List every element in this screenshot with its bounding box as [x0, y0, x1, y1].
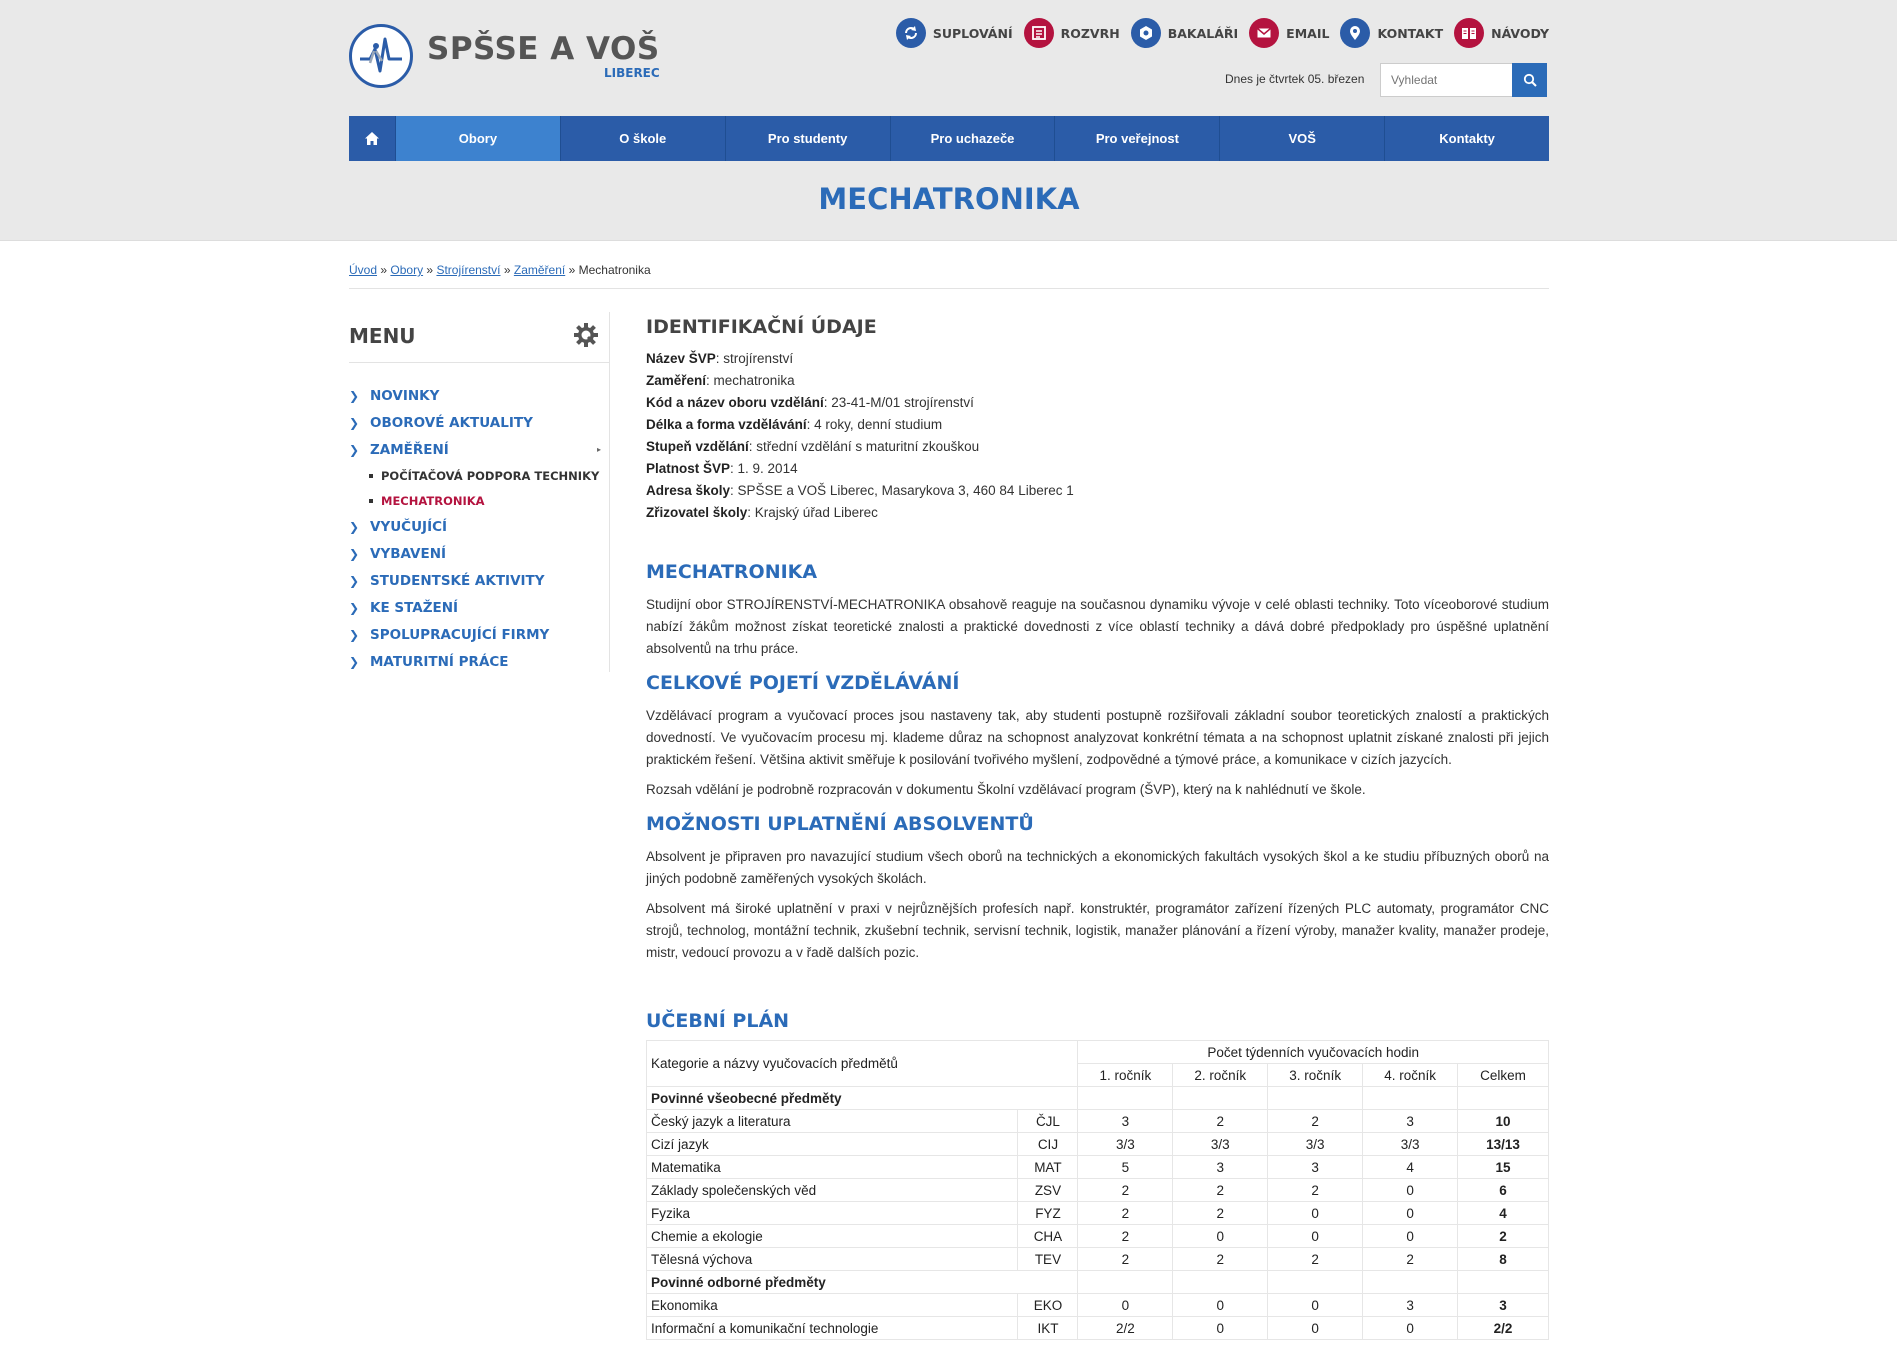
- info-row: [646, 370, 1549, 392]
- table-cell-empty: [1268, 1271, 1363, 1294]
- info-key: Délka a forma vzdělávání: [646, 417, 807, 432]
- chevron-right-icon: ❯: [349, 442, 360, 457]
- subject-hours: 5: [1078, 1156, 1173, 1179]
- quick-link-rozvrh[interactable]: [1024, 18, 1120, 48]
- sidebar-item-spolupracujici-firmy[interactable]: [349, 621, 609, 648]
- search-icon: [1523, 73, 1537, 87]
- quick-link-suplovani[interactable]: [896, 18, 1013, 48]
- sidebar-item-label: MATURITNÍ PRÁCE: [370, 653, 509, 670]
- table-header-year: 2. ročník: [1173, 1064, 1268, 1087]
- info-value: : 1. 9. 2014: [730, 461, 798, 476]
- subject-name: Český jazyk a literatura: [647, 1110, 1018, 1133]
- subject-hours: 0: [1363, 1202, 1458, 1225]
- subject-hours: 2: [1173, 1179, 1268, 1202]
- schedule-icon: [1024, 18, 1054, 48]
- info-row: [646, 502, 1549, 524]
- subject-hours: 2: [1078, 1202, 1173, 1225]
- subject-name: Chemie a ekologie: [647, 1225, 1018, 1248]
- hexagon-icon: [1131, 18, 1161, 48]
- subject-name: Informační a komunikační technologie: [647, 1317, 1018, 1340]
- subject-abbr: TEV: [1018, 1248, 1078, 1271]
- subject-abbr: ZSV: [1018, 1179, 1078, 1202]
- menu-title: MENU: [349, 324, 416, 348]
- table-body: [647, 1087, 1549, 1340]
- nav-item-pro-verejnost[interactable]: Pro veřejnost: [1055, 116, 1220, 161]
- info-key: Zřizovatel školy: [646, 505, 748, 520]
- chevron-right-icon: ❯: [349, 388, 360, 403]
- breadcrumb: [349, 263, 651, 277]
- sidebar-item-label: OBOROVÉ AKTUALITY: [370, 414, 533, 431]
- school-logo[interactable]: [349, 24, 660, 88]
- subject-hours: 0: [1363, 1179, 1458, 1202]
- breadcrumb-separator: »: [426, 263, 434, 277]
- table-row: [647, 1248, 1549, 1271]
- sidebar-item-label: VYUČUJÍCÍ: [370, 518, 448, 535]
- table-cell-empty: [1458, 1271, 1549, 1294]
- page-title: MECHATRONIKA: [818, 182, 1080, 216]
- table-row: [647, 1225, 1549, 1248]
- sidebar-item-vybaveni[interactable]: [349, 540, 609, 567]
- breadcrumb-separator: »: [568, 263, 576, 277]
- table-cell-empty: [1458, 1087, 1549, 1110]
- subject-hours: 0: [1078, 1294, 1173, 1317]
- breadcrumb-link-strojirenstvi[interactable]: Strojírenství: [436, 263, 501, 277]
- logo-emblem-icon: [349, 24, 413, 88]
- subject-hours: 3/3: [1363, 1133, 1458, 1156]
- subject-total: 13/13: [1458, 1133, 1549, 1156]
- breadcrumb-link-zamereni[interactable]: Zaměření: [513, 263, 566, 277]
- table-row: [647, 1294, 1549, 1317]
- table-cell-empty: [1078, 1271, 1173, 1294]
- chevron-right-icon: ❯: [349, 573, 360, 588]
- sidebar-item-oborove-aktuality[interactable]: [349, 409, 609, 436]
- info-value: : strojírenství: [715, 351, 794, 366]
- subject-hours: 0: [1173, 1225, 1268, 1248]
- subject-hours: 3: [1268, 1156, 1363, 1179]
- info-key: Zaměření: [646, 373, 707, 388]
- breadcrumb-separator: »: [380, 263, 388, 277]
- subject-total: 2/2: [1458, 1317, 1549, 1340]
- table-row: [647, 1202, 1549, 1225]
- identification-list: [646, 348, 1549, 524]
- bullet-icon: [369, 499, 373, 503]
- subject-hours: 2: [1078, 1179, 1173, 1202]
- sidebar: [349, 312, 610, 672]
- quick-link-email[interactable]: [1249, 18, 1329, 48]
- subject-total: 10: [1458, 1110, 1549, 1133]
- nav-item-vos[interactable]: VOŠ: [1220, 116, 1385, 161]
- sidebar-subitem-mechatronika[interactable]: [349, 488, 609, 513]
- home-icon: [364, 131, 380, 146]
- subject-hours: 0: [1268, 1317, 1363, 1340]
- header-band: [0, 0, 1897, 241]
- chevron-right-icon: ❯: [349, 415, 360, 430]
- breadcrumb-link-uvod[interactable]: Úvod: [349, 263, 378, 277]
- subject-hours: 2: [1268, 1248, 1363, 1271]
- table-cell-empty: [1363, 1271, 1458, 1294]
- mail-icon: [1249, 18, 1279, 48]
- table-header-category: Kategorie a názvy vyučovacích předmětů: [647, 1041, 1078, 1087]
- subject-name: Cizí jazyk: [647, 1133, 1018, 1156]
- subject-name: Tělesná výchova: [647, 1248, 1018, 1271]
- menu-divider: [349, 362, 609, 363]
- info-row: [646, 348, 1549, 370]
- chevron-right-icon: ❯: [349, 519, 360, 534]
- chevron-right-icon: ❯: [349, 600, 360, 615]
- subject-hours: 0: [1268, 1202, 1363, 1225]
- table-group-label: Povinné všeobecné předměty: [647, 1087, 1078, 1110]
- table-cell-empty: [1078, 1087, 1173, 1110]
- info-key: Platnost ŠVP: [646, 461, 731, 476]
- search-button[interactable]: [1512, 63, 1547, 97]
- quick-link-label: SUPLOVÁNÍ: [932, 25, 1013, 41]
- sidebar-item-label: VYBAVENÍ: [370, 545, 447, 562]
- subject-total: 4: [1458, 1202, 1549, 1225]
- sidebar-item-maturitni-prace[interactable]: [349, 648, 609, 675]
- subject-total: 8: [1458, 1248, 1549, 1271]
- info-key: Kód a název oboru vzdělání: [646, 395, 824, 410]
- table-row: [647, 1179, 1549, 1202]
- book-icon: [1454, 18, 1484, 48]
- search-box: [1380, 63, 1547, 97]
- breadcrumb-separator: »: [503, 263, 511, 277]
- identification-heading: IDENTIFIKAČNÍ ÚDAJE: [646, 316, 877, 338]
- sidebar-item-label: STUDENTSKÉ AKTIVITY: [370, 572, 545, 589]
- subject-name: Fyzika: [647, 1202, 1018, 1225]
- chevron-right-icon: ❯: [349, 654, 360, 669]
- curriculum-table: [646, 1040, 1549, 1340]
- submenu-arrow-icon: ▸: [596, 445, 601, 454]
- subject-abbr: FYZ: [1018, 1202, 1078, 1225]
- table-header-year: 4. ročník: [1363, 1064, 1458, 1087]
- subject-hours: 4: [1363, 1156, 1458, 1179]
- section-paragraph: Absolvent má široké uplatnění v praxi v nejrůznějších profesích např. konstruktér, programátor zařízení řízených PLC automaty, programátor CNC strojů, technolog, montážní technik, zkušební technik, servisní technik, logistik, manažer plánování a řízení výroby, manažer kvality, manažer prodeje, mistr, vedoucí provozu a v řadě dalších pozic.: [646, 901, 1549, 960]
- table-cell-empty: [1173, 1087, 1268, 1110]
- subject-abbr: MAT: [1018, 1156, 1078, 1179]
- subject-hours: 2: [1173, 1202, 1268, 1225]
- subject-name: Základy společenských věd: [647, 1179, 1018, 1202]
- bullet-icon: [369, 474, 373, 478]
- info-value: : mechatronika: [706, 373, 795, 388]
- home-button[interactable]: [349, 116, 396, 161]
- subject-hours: 3: [1363, 1294, 1458, 1317]
- sidebar-subitem-pocitacova-podpora[interactable]: [349, 463, 609, 488]
- logo-subtitle: LIBEREC: [603, 65, 660, 80]
- subject-hours: 2: [1078, 1225, 1173, 1248]
- sidebar-item-novinky[interactable]: [349, 382, 609, 409]
- table-row: [647, 1156, 1549, 1179]
- subject-hours: 3/3: [1268, 1133, 1363, 1156]
- info-value: : SPŠSE a VOŠ Liberec, Masarykova 3, 460 84 Liberec 1: [730, 483, 1074, 498]
- logo-title: SPŠSE A VOŠ: [427, 30, 660, 67]
- info-row: [646, 458, 1549, 480]
- section-paragraph: Absolvent je připraven pro navazující studium všech oborů na technických a ekonomických fakultách vysokých škol a ke studiu příbuzných oborů na jiných podobně zaměřených vysokých školách.: [646, 849, 1549, 886]
- subject-hours: 2/2: [1078, 1317, 1173, 1340]
- subject-hours: 3: [1173, 1156, 1268, 1179]
- table-cell-empty: [1268, 1087, 1363, 1110]
- subject-hours: 0: [1173, 1294, 1268, 1317]
- sidebar-item-label: SPOLUPRACUJÍCÍ FIRMY: [370, 626, 550, 643]
- table-header-hours: Počet týdenních vyučovacích hodin: [1078, 1041, 1549, 1064]
- quick-link-label: ROZVRH: [1060, 25, 1120, 41]
- quick-link-label: EMAIL: [1286, 25, 1330, 41]
- table-row: [647, 1317, 1549, 1340]
- table-group-row: [647, 1271, 1549, 1294]
- info-key: Adresa školy: [646, 483, 731, 498]
- info-key: Název ŠVP: [646, 351, 716, 366]
- subject-abbr: CHA: [1018, 1225, 1078, 1248]
- table-header-year: 3. ročník: [1268, 1064, 1363, 1087]
- breadcrumb-current: Mechatronika: [578, 263, 651, 277]
- sidebar-menu: [349, 382, 609, 675]
- quick-link-kontakt[interactable]: [1340, 18, 1443, 48]
- breadcrumb-divider: [349, 288, 1549, 289]
- info-value: : Krajský úřad Liberec: [747, 505, 878, 520]
- subject-abbr: EKO: [1018, 1294, 1078, 1317]
- table-cell-empty: [1363, 1087, 1458, 1110]
- sidebar-item-zamereni[interactable]: [349, 436, 609, 463]
- subject-hours: 2: [1268, 1179, 1363, 1202]
- gear-icon[interactable]: [573, 322, 599, 353]
- sidebar-item-label: NOVINKY: [370, 387, 440, 404]
- subject-hours: 0: [1268, 1225, 1363, 1248]
- plan-heading: UČEBNÍ PLÁN: [646, 1010, 790, 1032]
- nav-item-pro-uchazece[interactable]: Pro uchazeče: [891, 116, 1056, 161]
- subject-total: 3: [1458, 1294, 1549, 1317]
- nav-item-pro-studenty[interactable]: Pro studenty: [726, 116, 891, 161]
- section-heading: CELKOVÉ POJETÍ VZDĚLÁVÁNÍ: [646, 672, 960, 694]
- table-header-year: 1. ročník: [1078, 1064, 1173, 1087]
- refresh-icon: [896, 18, 926, 48]
- subject-name: Ekonomika: [647, 1294, 1018, 1317]
- quick-links: [896, 18, 1549, 48]
- search-input[interactable]: [1380, 63, 1512, 97]
- sidebar-subitem-label: POČÍTAČOVÁ PODPORA TECHNIKY: [381, 468, 600, 483]
- table-row: [647, 1110, 1549, 1133]
- info-row: [646, 480, 1549, 502]
- section-paragraph: Rozsah vdělání je podrobně rozpracován v dokumentu Školní vzdělávací program (ŠVP), který na k nahlédnutí ve škole.: [646, 782, 1366, 797]
- info-value: : 4 roky, denní studium: [806, 417, 943, 432]
- nav-item-obory[interactable]: Obory: [396, 116, 561, 161]
- subject-hours: 0: [1363, 1317, 1458, 1340]
- main-content: [646, 316, 1549, 1340]
- breadcrumb-link-obory[interactable]: Obory: [390, 263, 424, 277]
- quick-link-label: BAKALÁŘI: [1167, 25, 1239, 41]
- subject-name: Matematika: [647, 1156, 1018, 1179]
- subject-total: 2: [1458, 1225, 1549, 1248]
- subject-hours: 3: [1078, 1110, 1173, 1133]
- info-row: [646, 392, 1549, 414]
- subject-hours: 3: [1363, 1110, 1458, 1133]
- info-row: [646, 414, 1549, 436]
- subject-hours: 2: [1268, 1110, 1363, 1133]
- quick-link-bakalari[interactable]: [1131, 18, 1238, 48]
- info-row: [646, 436, 1549, 458]
- subject-hours: 2: [1173, 1110, 1268, 1133]
- subject-hours: 2: [1173, 1248, 1268, 1271]
- sidebar-item-ke-stazeni[interactable]: [349, 594, 609, 621]
- info-key: Stupeň vzdělání: [646, 439, 749, 454]
- subject-total: 6: [1458, 1179, 1549, 1202]
- subject-total: 15: [1458, 1156, 1549, 1179]
- table-cell-empty: [1173, 1271, 1268, 1294]
- subject-abbr: ČJL: [1018, 1110, 1078, 1133]
- section-paragraph: Vzdělávací program a vyučovací proces jsou nastaveny tak, aby studenti postupně rozšiřovali základní soubor teoretických znalostí a praktických dovedností. Ve vyučovacím procesu mj. klademe důraz na schopnost analyzovat konkrétní témata a na schopnost uplatnit získané znalosti při jejich praktickém řešení. Většina aktivit směřuje k posilování tvořivého myšlení, zodpovědné a týmové práce, a komunikace v cizích jazycích.: [646, 708, 1549, 767]
- quick-link-label: KONTAKT: [1377, 25, 1444, 41]
- section-heading: MECHATRONIKA: [646, 561, 818, 583]
- subject-hours: 3/3: [1078, 1133, 1173, 1156]
- info-value: : 23-41-M/01 strojírenství: [823, 395, 974, 410]
- subject-abbr: IKT: [1018, 1317, 1078, 1340]
- subject-abbr: CIJ: [1018, 1133, 1078, 1156]
- quick-link-navody[interactable]: [1454, 18, 1549, 48]
- location-pin-icon: [1340, 18, 1370, 48]
- subject-hours: 0: [1268, 1294, 1363, 1317]
- subject-hours: 2: [1363, 1248, 1458, 1271]
- table-group-label: Povinné odborné předměty: [647, 1271, 1078, 1294]
- nav-item-o-skole[interactable]: O škole: [561, 116, 726, 161]
- subject-hours: 2: [1078, 1248, 1173, 1271]
- table-group-row: [647, 1087, 1549, 1110]
- subject-hours: 3/3: [1173, 1133, 1268, 1156]
- chevron-right-icon: ❯: [349, 627, 360, 642]
- quick-link-label: NÁVODY: [1491, 25, 1549, 41]
- section-paragraph: Studijní obor STROJÍRENSTVÍ-MECHATRONIKA obsahově reaguje na současnou dynamiku vývoje v celé oblasti techniky. Toto víceoborové studium nabízí žákům možnost získat teoretické znalosti a praktické dovednosti z více oblastí techniky a dává dobré předpoklady pro úspěšné uplatnění absolventů na trhu práce.: [646, 597, 1549, 656]
- table-header-total: Celkem: [1458, 1064, 1549, 1087]
- current-date: Dnes je čtvrtek 05. březen: [1225, 72, 1365, 86]
- subject-hours: 0: [1363, 1225, 1458, 1248]
- sidebar-item-label: ZAMĚŘENÍ: [370, 441, 449, 458]
- sidebar-item-vyucujici[interactable]: [349, 513, 609, 540]
- main-navigation: [349, 116, 1549, 161]
- info-value: : střední vzdělání s maturitní zkouškou: [748, 439, 980, 454]
- sidebar-subitem-label: MECHATRONIKA: [381, 493, 485, 508]
- sidebar-item-label: KE STAŽENÍ: [370, 599, 459, 616]
- table-row: [647, 1133, 1549, 1156]
- nav-item-kontakty[interactable]: Kontakty: [1439, 131, 1495, 146]
- section-heading: MOŽNOSTI UPLATNĚNÍ ABSOLVENTŮ: [646, 813, 1034, 835]
- sidebar-item-studentske-aktivity[interactable]: [349, 567, 609, 594]
- subject-hours: 0: [1173, 1317, 1268, 1340]
- table-header-row: [647, 1041, 1549, 1064]
- chevron-right-icon: ❯: [349, 546, 360, 561]
